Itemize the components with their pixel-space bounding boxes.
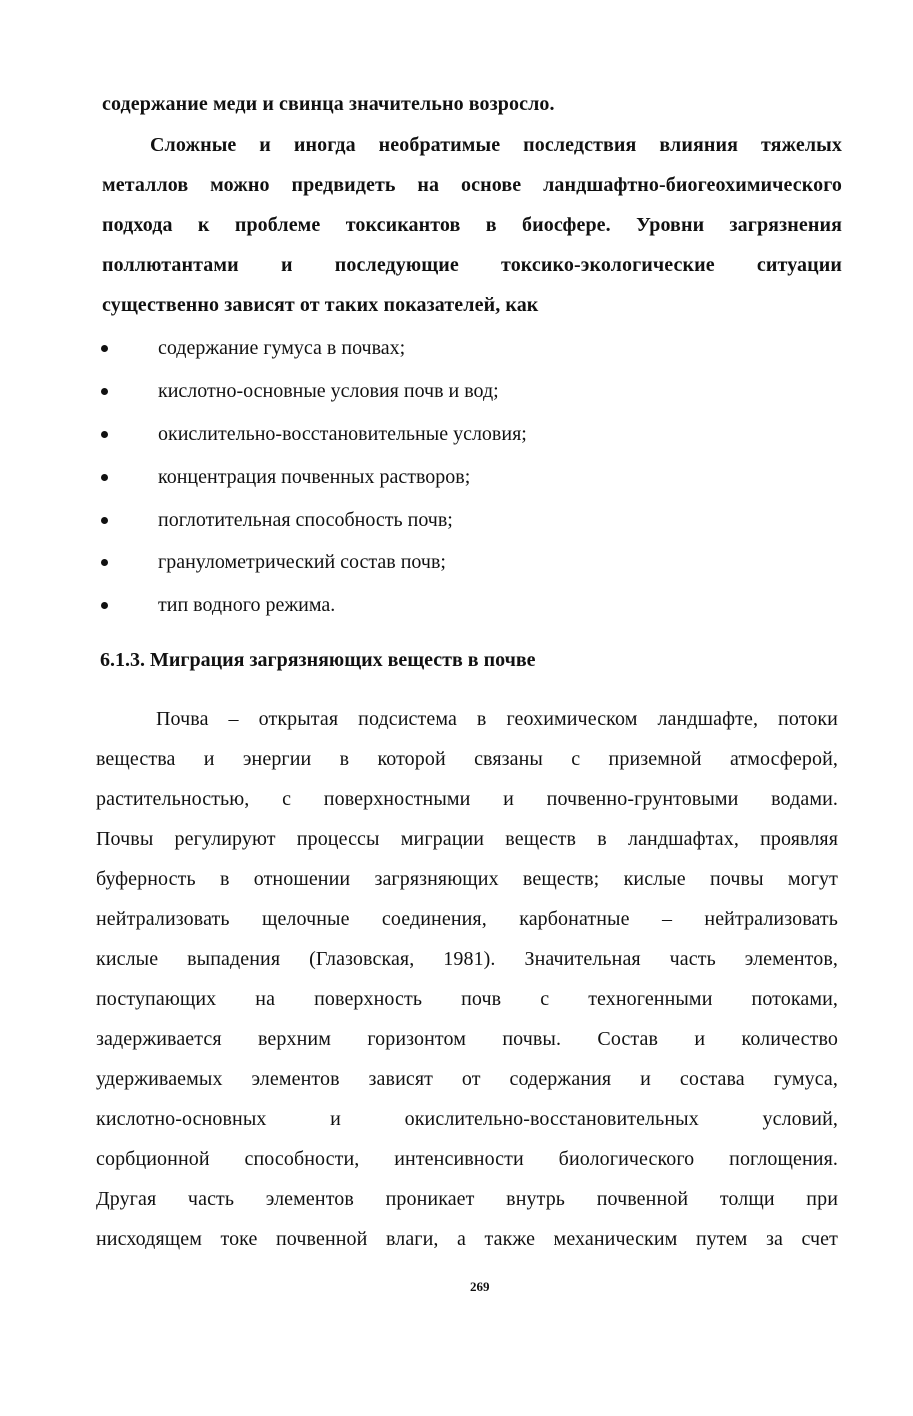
bullet-icon: [101, 388, 108, 395]
paragraph-line: металлов можно предвидеть на основе ландшафтно-биогеохимического: [102, 174, 842, 196]
section-heading: 6.1.3. Миграция загрязняющих веществ в почве: [100, 649, 536, 671]
list-item: кислотно-основные условия почв и вод;: [158, 380, 499, 402]
paragraph-line: существенно зависят от таких показателей, как: [102, 294, 539, 316]
paragraph-line: кислотно-основных и окислительно-восстановительных условий,: [96, 1108, 838, 1130]
paragraph-line: сорбционной способности, интенсивности биологического поглощения.: [96, 1148, 838, 1170]
paragraph-line: буферность в отношении загрязняющих веществ; кислые почвы могут: [96, 868, 838, 890]
paragraph-line: Почва – открытая подсистема в геохимическом ландшафте, потоки: [156, 708, 838, 730]
list-item: тип водного режима.: [158, 594, 336, 616]
list-item: содержание гумуса в почвах;: [158, 337, 406, 359]
bullet-icon: [101, 602, 108, 609]
page-number: 269: [470, 1279, 490, 1294]
list-item: поглотительная способность почв;: [158, 509, 453, 531]
list-item: окислительно-восстановительные условия;: [158, 423, 527, 445]
bullet-icon: [101, 517, 108, 524]
paragraph-line: вещества и энергии в которой связаны с приземной атмосферой,: [96, 748, 838, 770]
paragraph-line: нейтрализовать щелочные соединения, карбонатные – нейтрализовать: [96, 908, 838, 930]
bullet-icon: [101, 474, 108, 481]
paragraph-line: подхода к проблеме токсикантов в биосфере. Уровни загрязнения: [102, 214, 842, 236]
list-item: гранулометрический состав почв;: [158, 551, 446, 573]
paragraph-line: Другая часть элементов проникает внутрь почвенной толщи при: [96, 1188, 838, 1210]
paragraph-line: растительностью, с поверхностными и почвенно-грунтовыми водами.: [96, 788, 838, 810]
paragraph-line: поступающих на поверхность почв с техногенными потоками,: [96, 988, 838, 1010]
bullet-icon: [101, 345, 108, 352]
paragraph-line: задерживается верхним горизонтом почвы. Состав и количество: [96, 1028, 838, 1050]
paragraph-line: кислые выпадения (Глазовская, 1981). Значительная часть элементов,: [96, 948, 838, 970]
paragraph-line: Сложные и иногда необратимые последствия влияния тяжелых: [150, 134, 842, 156]
paragraph-line: поллютантами и последующие токсико-экологические ситуации: [102, 254, 842, 276]
list-item: концентрация почвенных растворов;: [158, 466, 471, 488]
paragraph-line: нисходящем токе почвенной влаги, а также механическим путем за счет: [96, 1228, 838, 1250]
paragraph-line: содержание меди и свинца значительно возросло.: [102, 93, 555, 115]
bullet-icon: [101, 559, 108, 566]
paragraph-line: удерживаемых элементов зависят от содержания и состава гумуса,: [96, 1068, 838, 1090]
paragraph-line: Почвы регулируют процессы миграции веществ в ландшафтах, проявляя: [96, 828, 838, 850]
bullet-icon: [101, 431, 108, 438]
